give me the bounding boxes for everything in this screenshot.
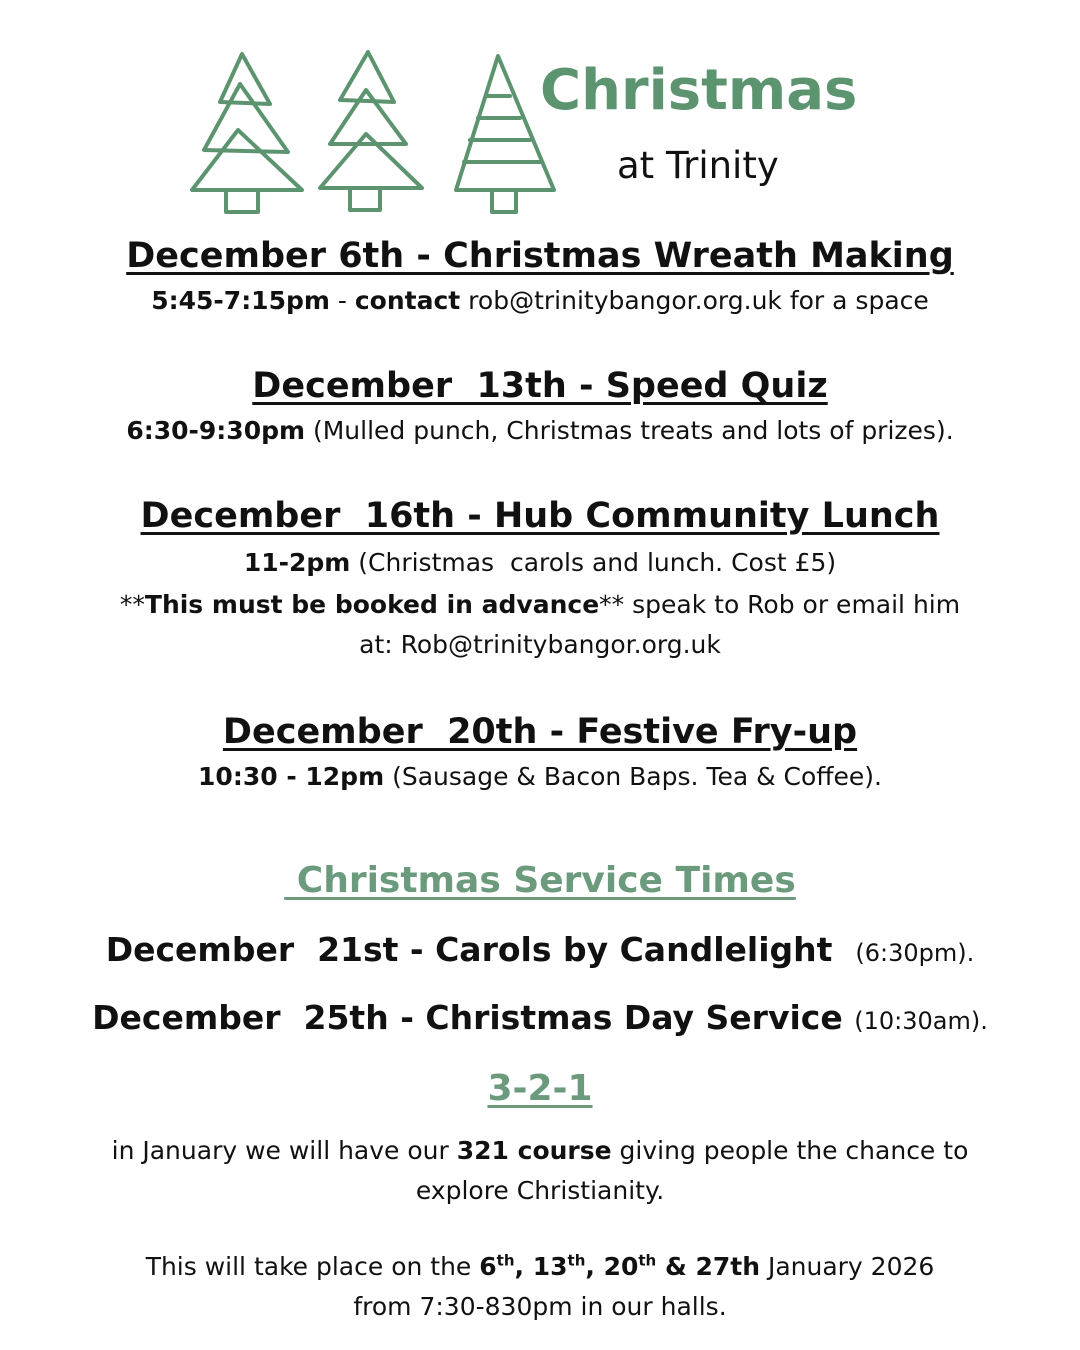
date-suffix: th [638, 1251, 657, 1270]
date-suffix: th [567, 1251, 586, 1270]
service-christmas-day [0, 998, 1080, 1037]
date-number: & 27th [656, 1252, 760, 1281]
course-text: This will take place on the [145, 1252, 480, 1281]
date-suffix: th [496, 1251, 515, 1270]
event-detail-text: rob@trinitybangor.org.uk for a space [460, 286, 929, 315]
service-carols [0, 930, 1080, 969]
event-detail-text: (Mulled punch, Christmas treats and lots of prizes). [305, 416, 954, 445]
event-time: 6:30-9:30pm [126, 416, 306, 445]
date-number: 6 [479, 1252, 497, 1281]
service-label: December 21st - Carols by Candlelight [105, 930, 833, 969]
page-title: Christmas [540, 58, 858, 123]
event-time: 5:45-7:15pm [151, 286, 330, 315]
event-time: 11-2pm [243, 548, 351, 577]
date-number: , 13 [514, 1252, 568, 1281]
event-detail-fryup [0, 762, 1080, 791]
course-time: from 7:30-830pm in our halls. [353, 1292, 727, 1321]
service-time: (6:30pm). [855, 939, 975, 967]
event-detail-quiz [0, 416, 1080, 445]
event-detail-text: (Christmas carols and lunch. Cost £5) [350, 548, 837, 577]
event-sep: - [329, 286, 355, 315]
course-text: January 2026 [760, 1252, 935, 1281]
event-heading-quiz: December 13th - Speed Quiz [252, 366, 828, 406]
event-note-email: at: Rob@trinitybangor.org.uk [359, 630, 721, 659]
note-bold: This must be booked in advance [144, 590, 600, 619]
event-detail-lunch [0, 548, 1080, 577]
course-dates [0, 1252, 1080, 1281]
note-prefix: ** [119, 590, 145, 619]
service-label: December 25th - Christmas Day Service [92, 998, 843, 1037]
event-heading-wreath: December 6th - Christmas Wreath Making [126, 236, 954, 276]
course-line1 [0, 1136, 1080, 1165]
event-note-lunch [0, 590, 1080, 619]
date-number: , 20 [585, 1252, 639, 1281]
service-time: (10:30am). [854, 1007, 988, 1035]
event-time: 10:30 - 12pm [198, 762, 385, 791]
services-heading: Christmas Service Times [284, 860, 796, 901]
contact-label: contact [354, 286, 461, 315]
note-suffix: ** speak to Rob or email him [599, 590, 961, 619]
course-dates-bold [479, 1252, 760, 1281]
event-heading-fryup: December 20th - Festive Fry-up [222, 712, 858, 752]
event-detail-text: (Sausage & Bacon Baps. Tea & Coffee). [384, 762, 882, 791]
christmas-trees-icon [180, 40, 580, 230]
course-text: giving people the chance to [611, 1136, 969, 1165]
course-line2: explore Christianity. [415, 1176, 665, 1205]
page-subtitle: at Trinity [617, 144, 779, 187]
course-name: 321 course [456, 1136, 612, 1165]
course-heading: 3-2-1 [487, 1068, 593, 1109]
event-heading-lunch: December 16th - Hub Community Lunch [140, 496, 940, 536]
course-text: in January we will have our [111, 1136, 457, 1165]
event-detail-wreath [0, 286, 1080, 315]
